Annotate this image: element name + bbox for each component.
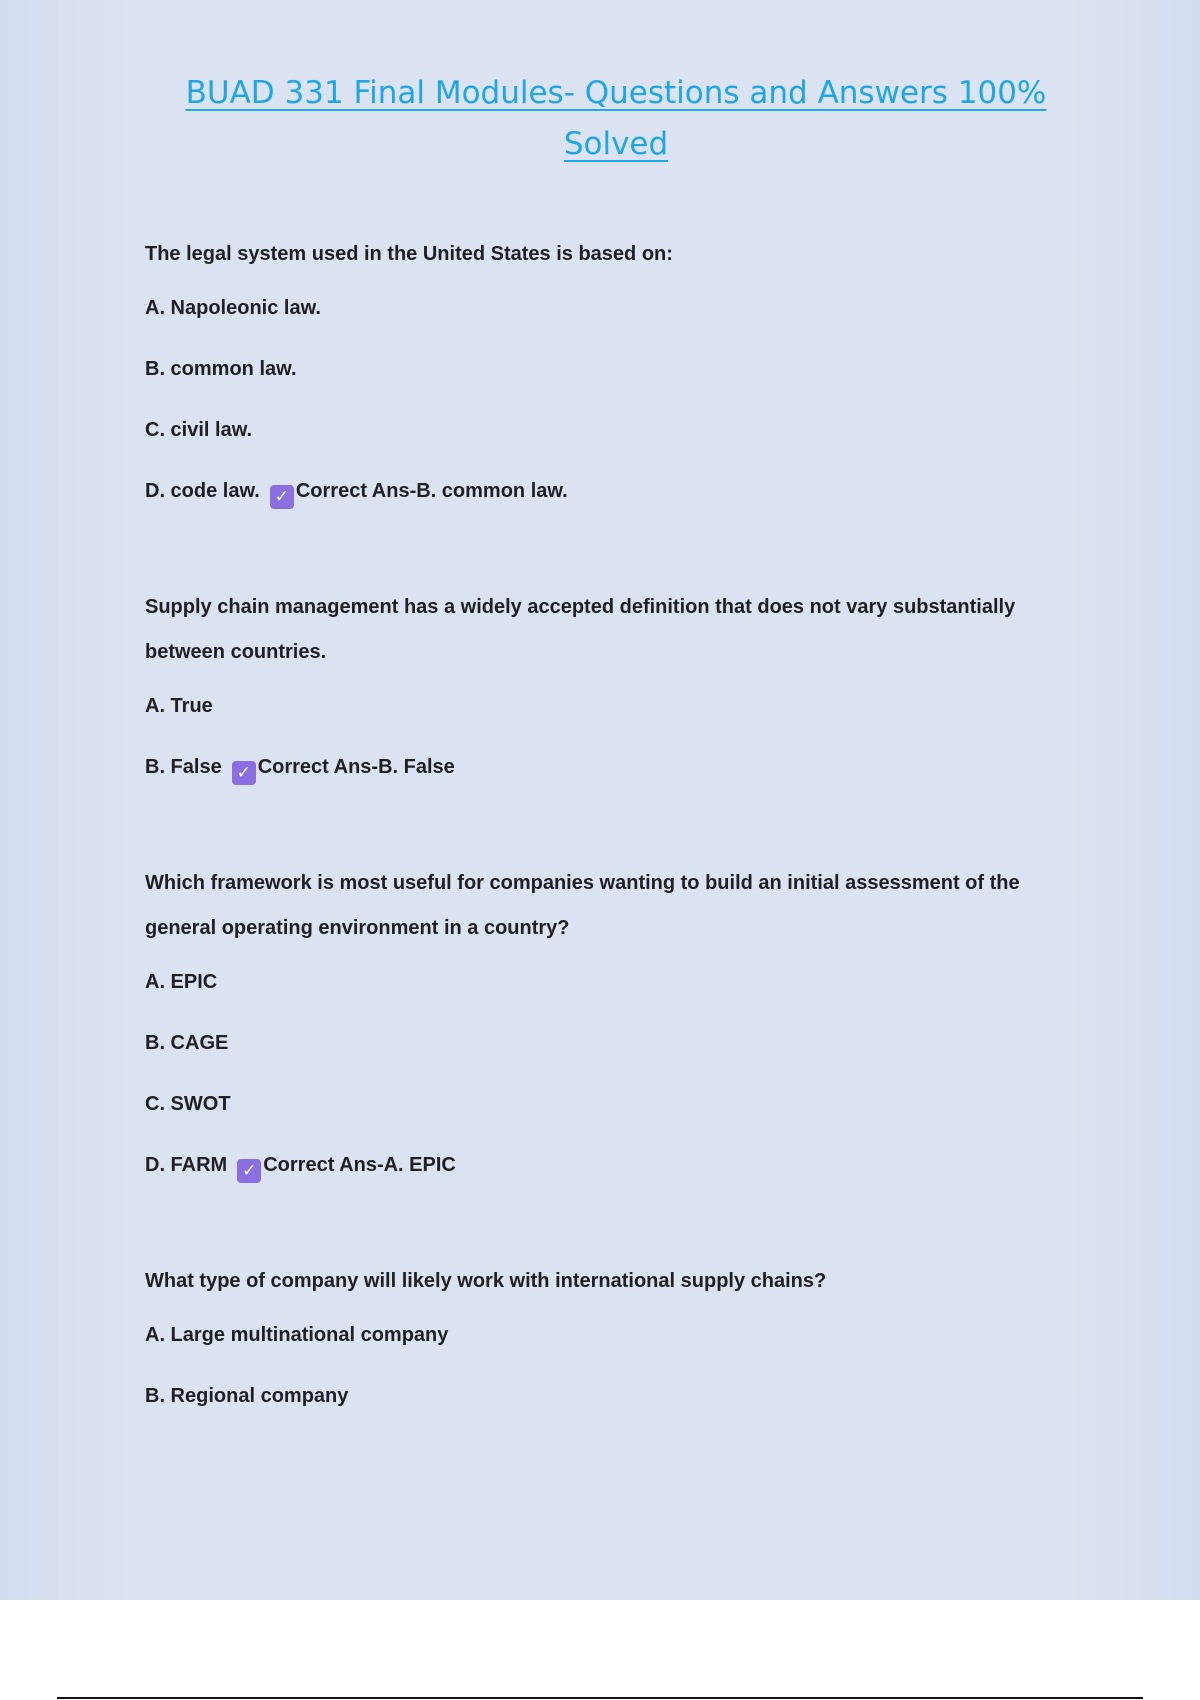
correct-answer: Correct Ans-A. EPIC <box>263 1154 456 1176</box>
answer-option: D. code law. <box>145 480 260 502</box>
answer-option: B. common law. <box>145 358 297 380</box>
answer-option: B. CAGE <box>145 1032 229 1054</box>
answer-option: D. FARM <box>145 1154 228 1176</box>
question-text: Supply chain management has a widely accepted definition that does not vary substantially between countries. <box>145 596 1016 663</box>
check-box-icon: ✓ <box>237 1159 261 1183</box>
answer-option: B. Regional company <box>145 1385 349 1407</box>
answer-option: A. Large multinational company <box>145 1324 449 1346</box>
question-text: Which framework is most useful for companies wanting to build an initial assessment of the general operating environment in a country? <box>145 872 1020 939</box>
question-text: The legal system used in the United States is based on: <box>145 243 673 265</box>
question-text: What type of company will likely work with international supply chains? <box>145 1270 827 1292</box>
question-block <box>145 861 1075 1183</box>
answer-option: C. SWOT <box>145 1093 231 1115</box>
question-block <box>145 232 1075 509</box>
answer-option: A. EPIC <box>145 971 218 993</box>
answer-option: C. civil law. <box>145 419 253 441</box>
answer-option-with-answer <box>145 476 1075 509</box>
correct-answer: Correct Ans-B. False <box>257 756 455 778</box>
answer-option: A. True <box>145 695 213 717</box>
check-box-icon: ✓ <box>270 485 294 509</box>
answer-option: A. Napoleonic law. <box>145 297 321 319</box>
document-title: BUAD 331 Final Modules- Questions and Answers 100% Solved <box>185 75 1047 162</box>
question-block <box>145 1259 1075 1411</box>
answer-option-with-answer <box>145 1150 1075 1183</box>
question-list <box>145 232 1075 1487</box>
check-box-icon: ✓ <box>232 761 256 785</box>
correct-answer: Correct Ans-B. common law. <box>295 480 568 502</box>
question-block <box>145 585 1075 785</box>
answer-option: B. False <box>145 756 222 778</box>
answer-option-with-answer <box>145 752 1075 785</box>
footer-divider <box>57 1697 1143 1699</box>
